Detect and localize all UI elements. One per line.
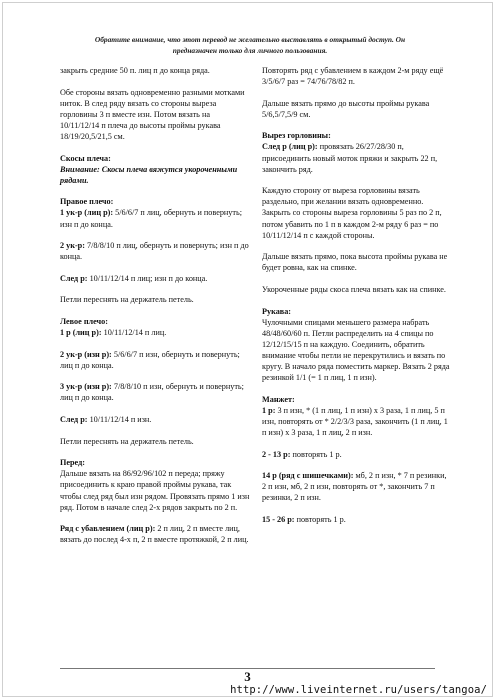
row-label: 14 р (ряд с шишечками): [262,471,354,481]
row-label: 2 ук-р (изн р): [60,349,112,359]
page-number: 3 [244,669,251,684]
section-title-front: Перед: [60,458,85,468]
cuff-section [262,394,452,438]
row-text: повторять 1 р. [294,514,346,524]
row-text: 7/8/8/10 п изн, обернуть и повернуть; лиц п до конца. [60,382,244,403]
page-header-notice [40,34,460,56]
row-text: 10/11/12/14 п лиц. [101,328,167,338]
instruction-row [60,414,250,425]
instruction-row [60,381,250,403]
shoulder-slope-note [60,164,250,186]
row-text: 7/8/8/10 п лиц, обернуть и повернуть; изн п до конца. [60,241,249,262]
row-text: 5/6/6/7 п изн, обернуть и повернуть; лиц п до конца. [60,349,240,370]
right-shoulder-section [60,196,250,229]
paragraph: Дальше вязать прямо, пока высота проймы рукава не будет ровна, как на спинке. [262,252,448,273]
instruction-row [262,405,452,438]
row-label: След р: [60,415,88,425]
instruction-row [262,141,452,174]
paragraph: Дальше вязать прямо до высоты проймы рукава 5/6,5/7,5/9 см. [262,98,430,119]
row-text: 10/11/12/14 п изн. [87,415,152,425]
watermark-url: http://www.liveinternet.ru/users/tangoa/ [230,684,487,696]
row-text: мб, 2 п изн, * 7 п резинки, 2 п изн, мб, 2 п изн, повторять от *, закончить 7 п резинки, 2 п изн. [262,471,447,503]
section-title-cuff: Манжет: [262,394,295,404]
instruction-row [60,240,250,262]
header-line-1: Обратите внимание, что этот перевод не желательно выставлять в открытый доступ. Он [94,35,406,44]
instruction-row [262,514,452,525]
section-title-neckline: Вырез горловины: [262,131,331,141]
paragraph: Повторять ряд с убавлением в каждом 2-м ряду ещё 3/5/6/7 раз = 74/76/78/82 п. [262,66,444,87]
row-label: След р: [60,273,88,283]
left-shoulder-section [60,316,250,338]
row-text: 2 п лиц, 2 п вместе лиц, вязать до послед 4-х п, 2 п вместе протяжкой, 2 п лиц. [60,524,249,545]
paragraph: Укороченные ряды скоса плеча вязать как на спинке. [262,284,446,294]
row-label: 15 - 26 р: [262,514,295,524]
neckline-section [262,130,452,174]
paragraph: Каждую сторону от выреза горловины вязать раздельно, при желании вязать одновременно. Закрыть со стороны выреза горловины 5 раз по 2 п, потом убавить по 1 п в каждом 2-м ряду 6 раз = по 10/11/12/14 п с каждой стороны. [262,186,442,240]
section-title-shoulder-slope: Скосы плеча: [60,153,111,163]
instruction-row [262,470,452,503]
row-label: 2 ук-р: [60,241,85,251]
paragraph: Обе стороны вязать одновременно разными мотками ниток. В след ряду вязать со стороны выреза горловины 3 п вместе изн. Потом вязать на 10/11/12/14 п плеча до высоты проймы рукава 18/19/20,5/21,5 см. [60,87,245,141]
left-column [60,65,250,556]
row-text: повторять 1 р. [290,449,342,459]
attention-label: Внимание: [60,164,100,174]
paragraph: закрыть средние 50 п. лиц п до конца ряда. [60,66,210,75]
sleeves-section [262,306,452,384]
row-label: 3 ук-р (изн р): [60,382,112,392]
paragraph: Петли переснять на держатель петель. [60,295,194,305]
section-title-sleeves: Рукава: [262,306,292,316]
row-label: Ряд с убавлением (лиц р): [60,524,156,534]
instruction-row [60,349,250,371]
attention-text: Скосы плеча вяжутся укороченными рядами. [60,164,238,185]
row-text: провязать 26/27/28/30 п, присоединить новый моток пряжи и закрыть 22 п, закончить ряд. [262,142,438,174]
row-label: 1 ук-р (лиц р): [60,208,114,218]
instruction-row [60,207,250,229]
instruction-row [60,273,250,284]
row-label: 1 р: [262,405,276,415]
row-text: 5/6/6/7 п лиц, обернуть и повернуть; изн п до конца. [60,208,242,229]
paragraph: Петли переснять на держатель петель. [60,436,194,446]
right-column [262,65,452,536]
row-label: След р (лиц р): [262,142,318,152]
front-text: Дальше вязать на 86/92/96/102 п переда; пряжу присоединить к краю правой проймы рукава, так чтобы след ряд был изн рядом. Провязать прямо 1 изн ряд. Потом в начале след 2-х рядов закрыть по 2 п. [60,469,250,512]
front-section [60,457,250,512]
row-text: 10/11/12/14 п лиц; изн п до конца. [87,273,208,283]
row-text: 3 п изн, * (1 п лиц, 1 п изн) x 3 раза, 1 п лиц, 5 п изн, повторять от * 2/2/3/3 раза, закончить (1 п лиц, 1 п изн) x 3 раза, 1 п лиц, 2 п изн. [262,405,448,437]
section-title-right-shoulder: Правое плечо: [60,197,114,207]
instruction-row [60,327,250,338]
instruction-row [60,523,250,545]
row-label: 1 р (лиц р): [60,328,102,338]
sleeves-text: Чулочными спицами меньшего размера набрать 48/48/60/60 п. Петли распределить на 4 спицы по 12/12/15/15 п на каждую. Соединить, обратить внимание чтобы петли не перекрутились и вязать по кругу. В начало ряда поместить маркер. Вязать 2 ряда резинкой 1/1 (= 1 п лиц, 1 п изн). [262,317,450,383]
instruction-row [262,449,452,460]
section-title-left-shoulder: Левое плечо: [60,317,108,326]
header-line-2: предназначен только для личного пользования. [172,46,328,55]
row-label: 2 - 13 р: [262,449,291,459]
shoulder-slope-section [60,153,250,186]
